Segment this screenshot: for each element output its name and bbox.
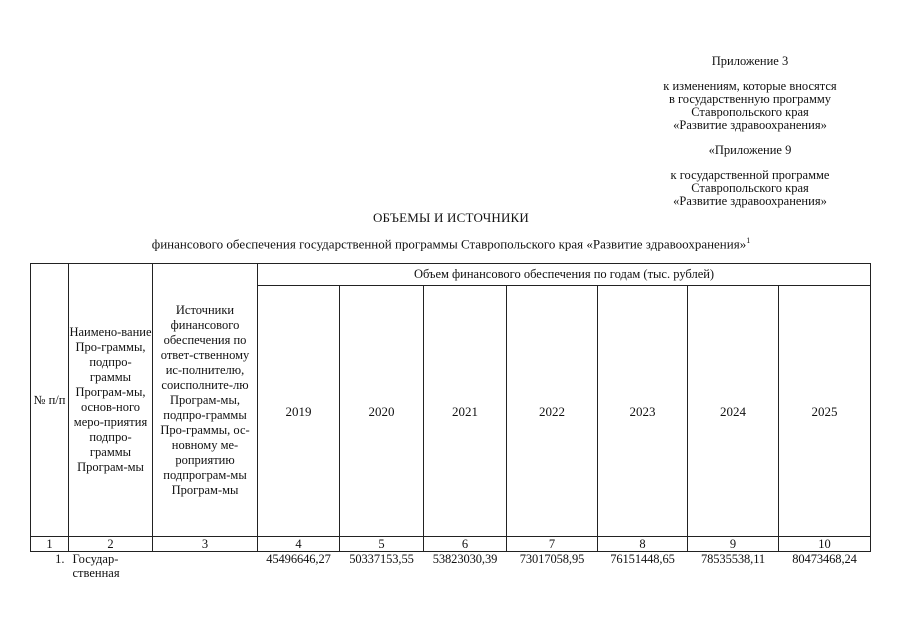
header-year: 2022 — [507, 286, 598, 537]
column-number: 9 — [688, 537, 779, 552]
header-name: Наимено-вание Про-граммы, подпро-граммы Програм-мы, основ-ного меро-приятия подпро-граммы Програм-мы — [69, 264, 153, 537]
annex-3-line: к изменениям, которые вносятся — [663, 79, 837, 93]
row-value-2020: 50337153,55 — [349, 552, 414, 566]
row-value-2019: 45496646,27 — [266, 552, 331, 566]
header-years-group: Объем финансового обеспечения по годам (тыс. рублей) — [258, 264, 871, 286]
header-year: 2023 — [598, 286, 688, 537]
column-number: 3 — [153, 537, 258, 552]
column-number: 1 — [31, 537, 69, 552]
header-year: 2020 — [340, 286, 424, 537]
document-title: ОБЪЕМЫ И ИСТОЧНИКИ — [372, 210, 530, 225]
header-year: 2024 — [688, 286, 779, 537]
column-number: 8 — [598, 537, 688, 552]
annex-3-heading-text: Приложение 3 — [711, 54, 789, 68]
row-value-2023: 76151448,65 — [610, 552, 675, 566]
row-value-2021: 53823030,39 — [432, 552, 498, 566]
annex-9-text — [630, 169, 870, 208]
annex-3-text — [630, 80, 870, 132]
column-number: 2 — [69, 537, 153, 552]
column-number-row — [31, 537, 871, 552]
annex-9-line: Ставропольского края — [691, 181, 809, 195]
column-number: 4 — [258, 537, 340, 552]
column-number: 10 — [779, 537, 871, 552]
document-subtitle-text: финансового обеспечения государственной программы Ставропольского края «Развитие здравоохранения» — [151, 236, 747, 252]
column-number: 6 — [424, 537, 507, 552]
annex-3-line: Ставропольского края — [691, 105, 809, 119]
column-number: 5 — [340, 537, 424, 552]
annex-9-line: «Развитие здравоохранения» — [673, 194, 827, 208]
row-value-2025: 80473468,24 — [792, 552, 857, 566]
table-row — [31, 552, 871, 581]
header-year: 2019 — [258, 286, 340, 537]
footnote-mark: 1 — [746, 236, 751, 245]
annex-9-heading — [630, 144, 870, 157]
annex-9-heading-text: «Приложение 9 — [708, 143, 792, 157]
row-source — [153, 552, 258, 581]
header-year: 2021 — [424, 286, 507, 537]
row-value-2022: 73017058,95 — [519, 552, 585, 566]
annex-3-line: в государственную программу — [668, 92, 832, 106]
row-value-2024: 78535538,11 — [700, 552, 766, 566]
annex-3-heading — [630, 55, 870, 68]
row-number: 1. — [55, 552, 65, 566]
financing-table — [30, 263, 871, 580]
header-year: 2025 — [779, 286, 871, 537]
row-name: Государ-ственная — [72, 552, 120, 580]
document-subtitle — [0, 236, 902, 252]
annex-3-line: «Развитие здравоохранения» — [673, 118, 827, 132]
header-number: № п/п — [31, 264, 69, 537]
annex-9-line: к государственной программе — [670, 168, 830, 182]
column-number: 7 — [507, 537, 598, 552]
header-source: Источники финансового обеспечения по ответ-ственному ис-полнителю, соисполните-лю Програм-мы, подпро-граммы Про-граммы, ос-новному ме-роприятию подпрограм-мы Програм-мы — [153, 264, 258, 537]
